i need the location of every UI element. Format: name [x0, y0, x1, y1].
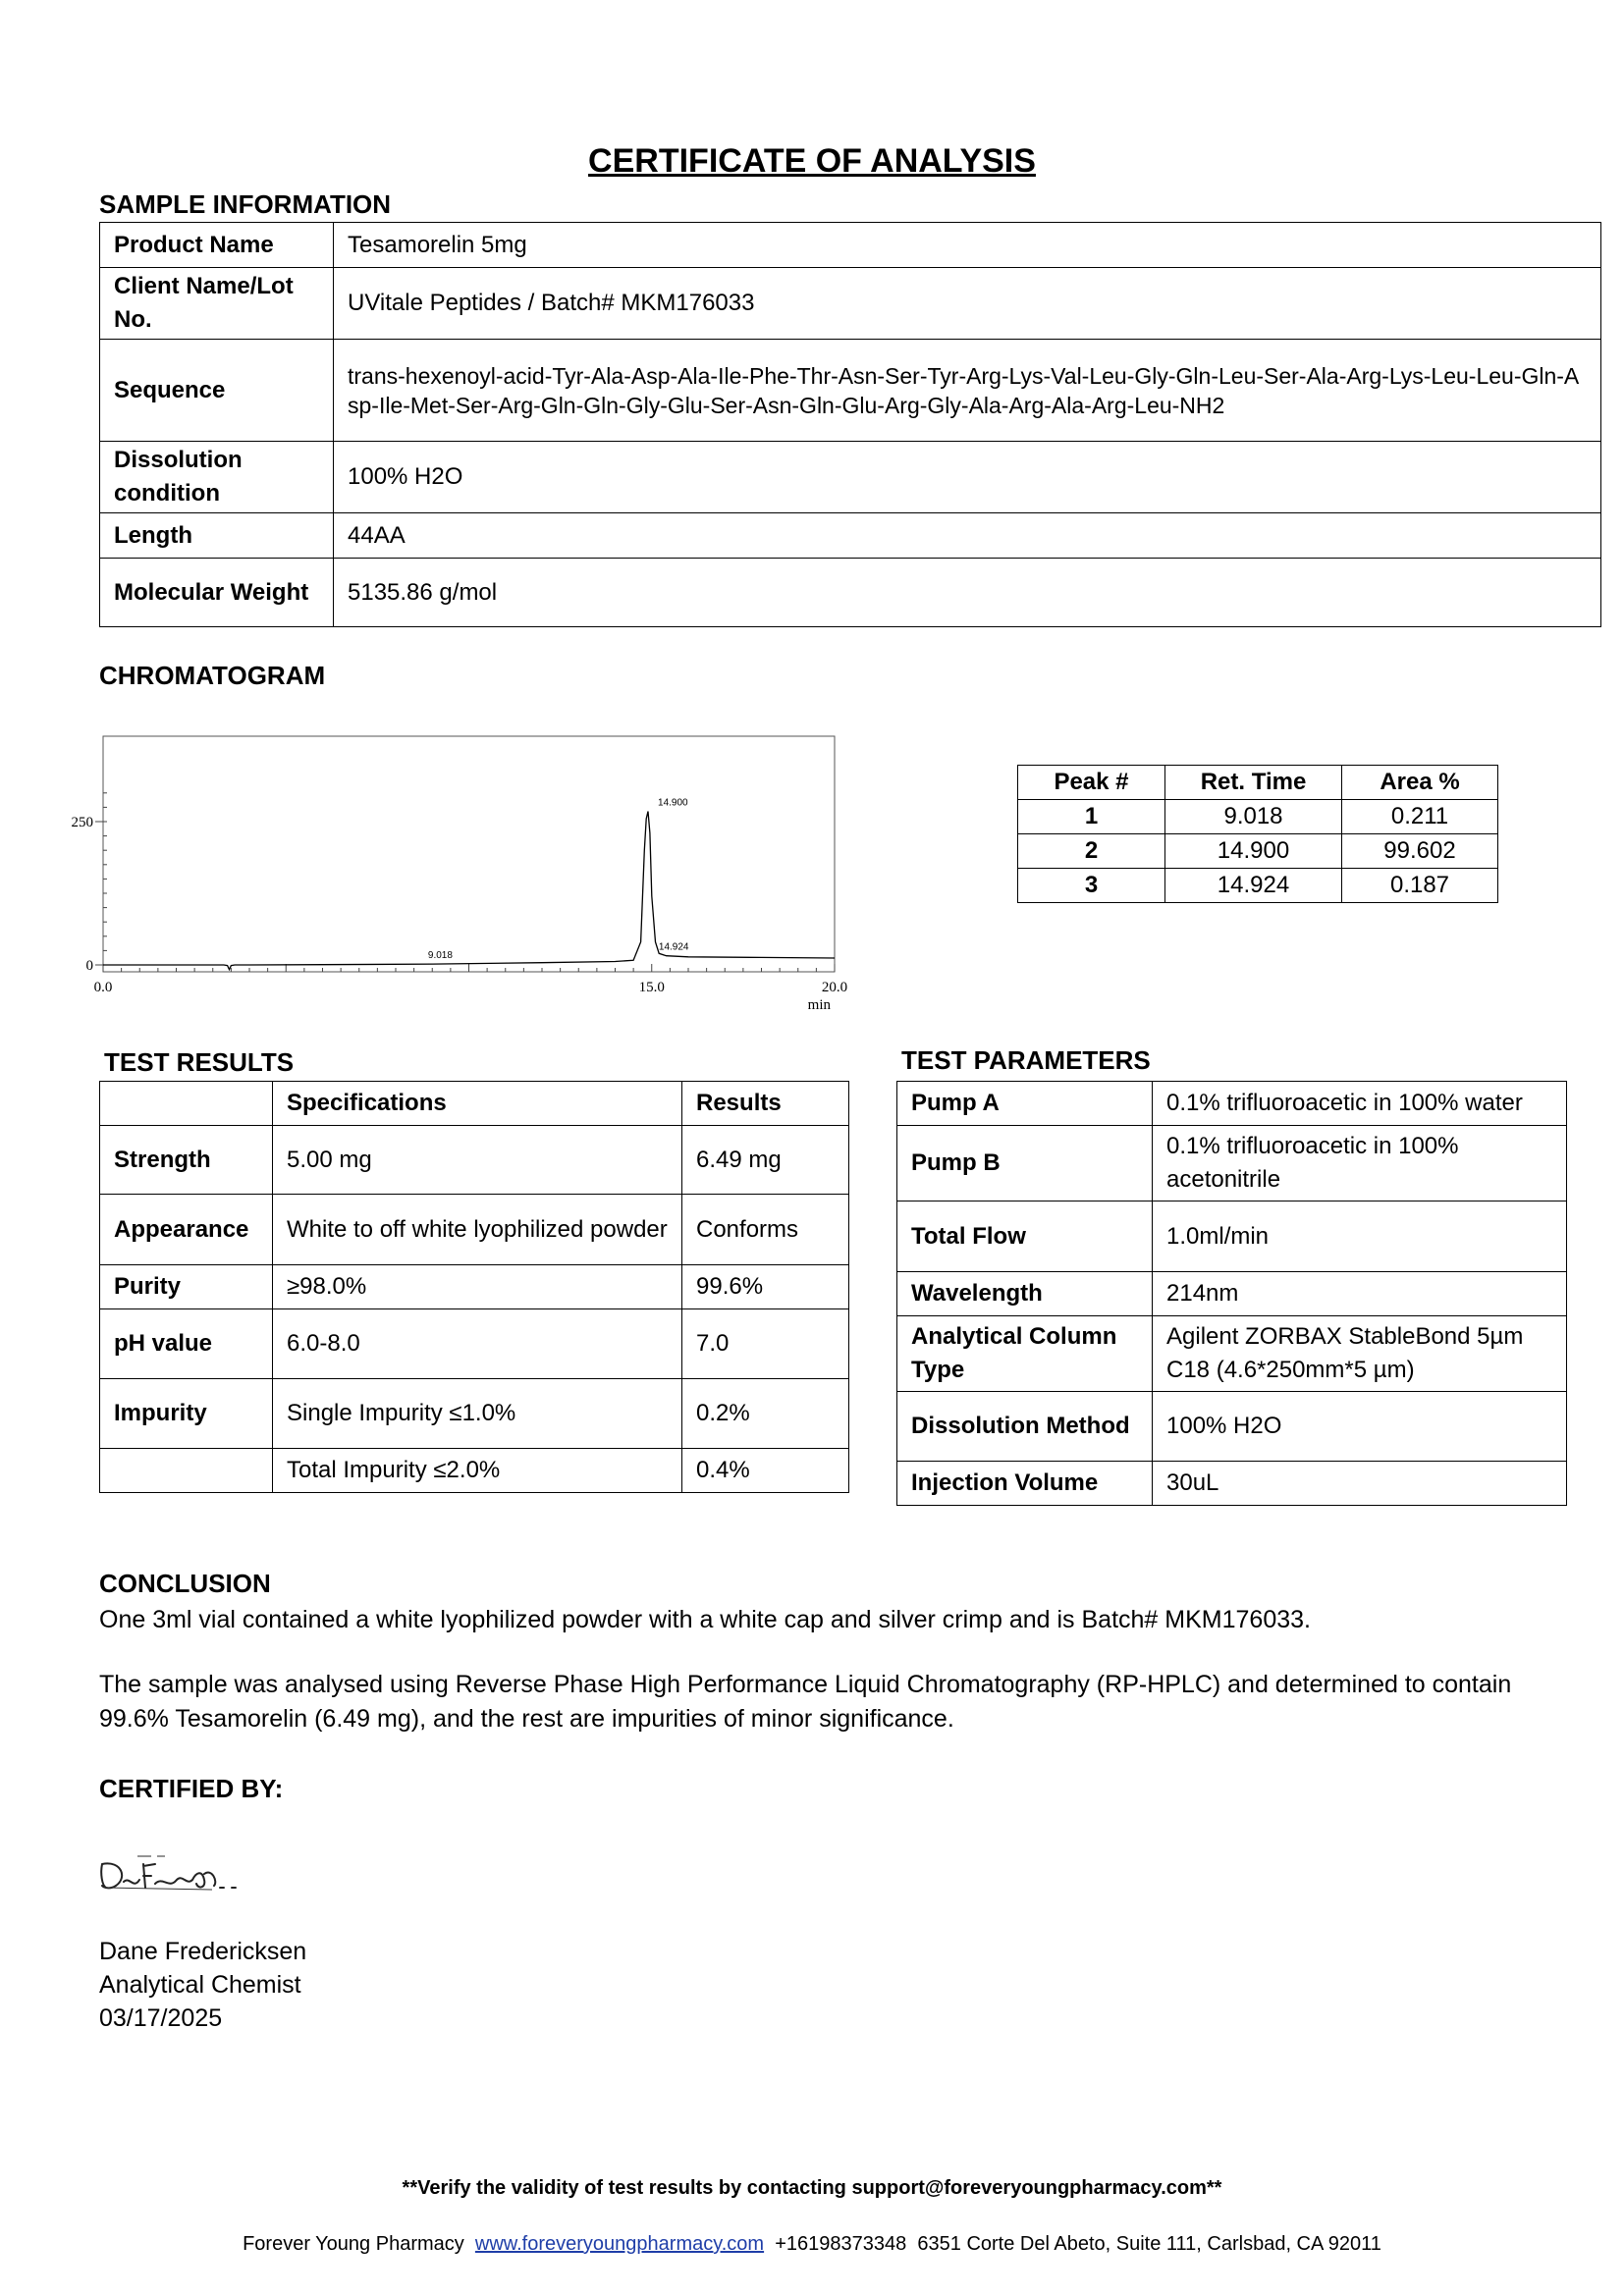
peak-number: 3 [1018, 869, 1165, 903]
results-spec: Single Impurity ≤1.0% [273, 1379, 682, 1449]
results-label [100, 1449, 273, 1493]
chemist-role: Analytical Chemist [99, 1971, 301, 1999]
params-value: 100% H2O [1153, 1392, 1567, 1462]
params-label: Dissolution Method [897, 1392, 1153, 1462]
sample-row-length [100, 513, 1601, 559]
peak-area: 0.187 [1342, 869, 1498, 903]
results-value: 6.49 mg [682, 1126, 849, 1195]
peak-ret-time: 14.924 [1165, 869, 1342, 903]
x-tick-label: 15.0 [638, 980, 665, 995]
results-label: Strength [100, 1126, 273, 1195]
results-spec: White to off white lyophilized powder [273, 1195, 682, 1265]
peak-header-cell: Area % [1342, 766, 1498, 800]
plot-frame [103, 736, 835, 972]
results-header-cell: Specifications [273, 1082, 682, 1126]
sample-value: 5135.86 g/mol [334, 559, 1601, 627]
peak-label: 9.018 [427, 949, 453, 961]
results-row-impurity [100, 1379, 849, 1449]
chemist-name: Dane Fredericksen [99, 1938, 307, 1965]
sample-information-table [99, 222, 1601, 627]
test-parameters-table [896, 1081, 1567, 1506]
params-label: Analytical Column Type [897, 1316, 1153, 1392]
results-spec: Total Impurity ≤2.0% [273, 1449, 682, 1493]
peak-header-cell: Peak # [1018, 766, 1165, 800]
sample-row-molecular-weight [100, 559, 1601, 627]
params-row-wavelength [897, 1272, 1567, 1316]
sample-label: Client Name/Lot No. [100, 268, 334, 340]
results-row-total-impurity [100, 1449, 849, 1493]
certified-by-heading: CERTIFIED BY: [99, 1774, 284, 1803]
conclusion-heading: CONCLUSION [99, 1569, 271, 1598]
peak-area: 0.211 [1342, 800, 1498, 834]
x-tick-label: 20.0 [821, 980, 848, 995]
results-label: pH value [100, 1309, 273, 1379]
params-row-column-type [897, 1316, 1567, 1392]
peak-header-cell: Ret. Time [1165, 766, 1342, 800]
chromatogram-heading: CHROMATOGRAM [99, 661, 326, 690]
peak-number: 1 [1018, 800, 1165, 834]
sample-value: 44AA [334, 513, 1601, 559]
results-header-cell: Results [682, 1082, 849, 1126]
x-tick-label: 0.0 [93, 980, 113, 995]
results-spec: ≥98.0% [273, 1265, 682, 1309]
sample-label: Dissolution condition [100, 442, 334, 513]
results-spec: 6.0-8.0 [273, 1309, 682, 1379]
y-tick-label: 0 [85, 958, 93, 974]
sample-label: Molecular Weight [100, 559, 334, 627]
conclusion-paragraph-1: One 3ml vial contained a white lyophilized powder with a white cap and silver crimp and is Batch# MKM176033. [99, 1606, 1311, 1633]
sample-value: trans-hexenoyl-acid-Tyr-Ala-Asp-Ala-Ile-Phe-Thr-Asn-Ser-Tyr-Arg-Lys-Val-Leu-Gly-Gln-Leu-Ser-Ala-Arg-Lys-Leu-Leu-Gln-Asp-Ile-Met-Ser-Arg-Gln-Gln-Gly-Glu-Ser-Asn-Gln-Glu-Arg-Gly-Ala-Arg-Ala-Arg-Leu-NH2 [334, 340, 1601, 442]
results-header-row [100, 1082, 849, 1126]
sample-row-sequence [100, 340, 1601, 442]
peak-area: 99.602 [1342, 834, 1498, 869]
sample-row-dissolution [100, 442, 1601, 513]
params-label: Total Flow [897, 1201, 1153, 1272]
params-row-total-flow [897, 1201, 1567, 1272]
sample-information-heading: SAMPLE INFORMATION [99, 189, 392, 219]
test-parameters-heading: TEST PARAMETERS [901, 1045, 1151, 1075]
sample-label: Product Name [100, 223, 334, 268]
verify-note: **Verify the validity of test results by contacting support@foreveryoungpharmacy.com** [402, 2177, 1222, 2199]
certificate-date: 03/17/2025 [99, 2004, 223, 2032]
results-value: 7.0 [682, 1309, 849, 1379]
params-value: 214nm [1153, 1272, 1567, 1316]
peak-table-header [1018, 766, 1498, 800]
results-row-ph [100, 1309, 849, 1379]
website-link[interactable]: www.foreveryoungpharmacy.com [474, 2233, 765, 2255]
signature-image [94, 1850, 251, 1899]
params-label: Pump A [897, 1082, 1153, 1126]
footer-phone: +16198373348 [775, 2233, 907, 2255]
chromatogram-trace [103, 812, 835, 970]
peak-label: 14.924 [658, 941, 689, 953]
params-value: Agilent ZORBAX StableBond 5µm C18 (4.6*250mm*5 µm) [1153, 1316, 1567, 1392]
params-value: 0.1% trifluoroacetic in 100% water [1153, 1082, 1567, 1126]
peak-row [1018, 869, 1498, 903]
peak-ret-time: 9.018 [1165, 800, 1342, 834]
footer-address: 6351 Corte Del Abeto, Suite 111, Carlsbad, CA 92011 [917, 2233, 1381, 2255]
test-results-heading: TEST RESULTS [104, 1047, 295, 1077]
sample-value: Tesamorelin 5mg [334, 223, 1601, 268]
conclusion-paragraph-2: The sample was analysed using Reverse Phase High Performance Liquid Chromatography (RP-HPLC) and determined to contain 99.6% Tesamorelin (6.49 mg), and the rest are impurities of minor significance. [99, 1671, 1512, 1733]
sample-value: UVitale Peptides / Batch# MKM176033 [334, 268, 1601, 340]
results-spec: 5.00 mg [273, 1126, 682, 1195]
params-value: 30uL [1153, 1462, 1567, 1506]
params-value: 0.1% trifluoroacetic in 100% acetonitrile [1153, 1126, 1567, 1201]
sample-value: 100% H2O [334, 442, 1601, 513]
x-axis-label: min [807, 997, 831, 1013]
test-results-table [99, 1081, 849, 1493]
peak-row [1018, 834, 1498, 869]
params-row-injection-volume [897, 1462, 1567, 1506]
chromatogram-chart [49, 721, 854, 1036]
results-row-purity [100, 1265, 849, 1309]
footer-company: Forever Young Pharmacy [243, 2233, 464, 2255]
results-row-appearance [100, 1195, 849, 1265]
sample-label: Length [100, 513, 334, 559]
params-label: Injection Volume [897, 1462, 1153, 1506]
results-label: Purity [100, 1265, 273, 1309]
page-title: CERTIFICATE OF ANALYSIS [588, 142, 1036, 180]
peak-ret-time: 14.900 [1165, 834, 1342, 869]
results-header-cell [100, 1082, 273, 1126]
peak-row [1018, 800, 1498, 834]
params-value: 1.0ml/min [1153, 1201, 1567, 1272]
params-label: Pump B [897, 1126, 1153, 1201]
peak-table [1017, 765, 1498, 903]
sample-row-client [100, 268, 1601, 340]
results-value: 0.4% [682, 1449, 849, 1493]
params-label: Wavelength [897, 1272, 1153, 1316]
params-row-pump-b [897, 1126, 1567, 1201]
results-value: 0.2% [682, 1379, 849, 1449]
params-row-pump-a [897, 1082, 1567, 1126]
results-label: Impurity [100, 1379, 273, 1449]
results-value: 99.6% [682, 1265, 849, 1309]
results-label: Appearance [100, 1195, 273, 1265]
y-tick-label: 250 [71, 815, 93, 830]
peak-number: 2 [1018, 834, 1165, 869]
sample-row-product [100, 223, 1601, 268]
results-row-strength [100, 1126, 849, 1195]
results-value: Conforms [682, 1195, 849, 1265]
peak-label: 14.900 [658, 797, 688, 809]
params-row-dissolution-method [897, 1392, 1567, 1462]
sample-label: Sequence [100, 340, 334, 442]
footer-contact [0, 2233, 1624, 2256]
